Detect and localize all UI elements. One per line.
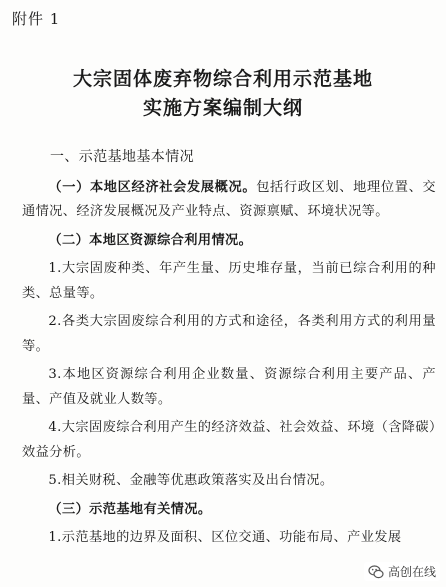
section-heading: 一、示范基地基本情况 bbox=[50, 149, 194, 165]
list-item-2: 2.各类大宗固废综合利用的方式和途径，各类利用方式的利用量等。 bbox=[22, 314, 436, 354]
list-item-4: 4.大宗固废综合利用产生的经济效益、社会效益、环境（含降碳）效益分析。 bbox=[22, 420, 436, 460]
list-item-6: 1.示范基地的边界及面积、区位交通、功能布局、产业发展 bbox=[48, 530, 402, 545]
document-title-line-1: 大宗固体废弃物综合利用示范基地 bbox=[72, 68, 373, 90]
paragraph-demo-base bbox=[22, 498, 436, 523]
watermark bbox=[364, 562, 440, 581]
wechat-chat-icon bbox=[368, 564, 384, 580]
watermark-text: 高创在线 bbox=[387, 565, 436, 579]
paragraph-resource-utilization bbox=[22, 229, 436, 254]
paragraph-economic-overview bbox=[22, 176, 436, 225]
list-item-1: 1.大宗固废种类、年产生量、历史堆存量，当前已综合利用的种类、总量等。 bbox=[22, 261, 436, 301]
annex-label: 附件 1 bbox=[12, 10, 61, 28]
sub-heading-economic-overview: （一）本地区经济社会发展概况。 bbox=[48, 179, 257, 195]
list-item-5: 5.相关财税、金融等优惠政策落实及出台情况。 bbox=[48, 473, 334, 488]
document-body bbox=[22, 145, 436, 555]
list-item-3: 3.本地区资源综合利用企业数量、资源综合利用主要产品、产量、产值及就业人数等。 bbox=[22, 367, 436, 407]
sub-heading-demo-base: （三）示范基地有关情况。 bbox=[48, 501, 212, 517]
sub-heading-resource-utilization: （二）本地区资源综合利用情况。 bbox=[48, 232, 253, 248]
document-title-line-2: 实施方案编制大纲 bbox=[142, 97, 303, 119]
economic-overview-text: 包括行政区划、地理位置、交通情况、经济发展概况及产业特点、资源禀赋、环境状况等。 bbox=[22, 179, 437, 219]
